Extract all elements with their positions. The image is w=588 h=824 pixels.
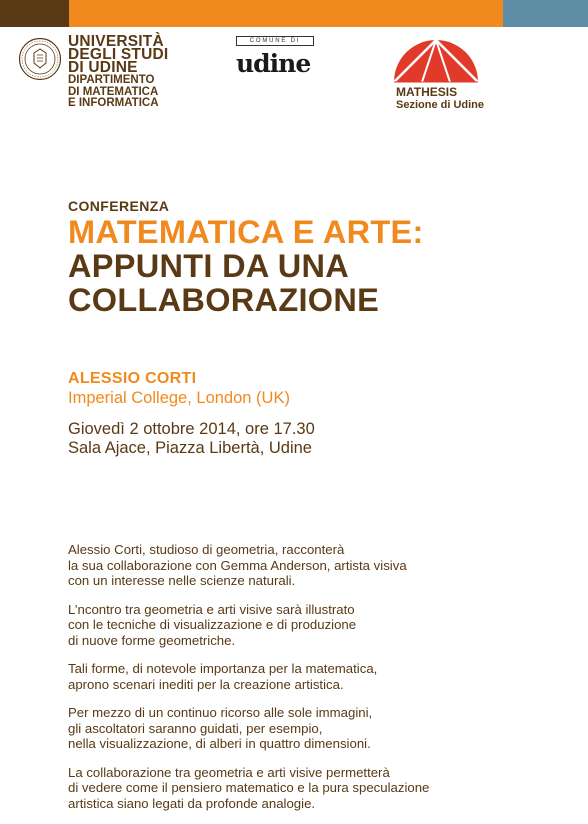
event-location: Sala Ajace, Piazza Libertà, Udine [68, 439, 312, 457]
comune-logo [236, 36, 336, 84]
event-date-time: Giovedì 2 ottobre 2014, ore 17.30 [68, 420, 315, 438]
paragraph-line: con un interesse nelle scienze naturali. [68, 573, 296, 588]
paragraph [68, 542, 508, 589]
speaker-affiliation: Imperial College, London (UK) [68, 389, 290, 407]
paragraph-line: La collaborazione tra geometria e arti visive permetterà [68, 764, 390, 780]
paragraph [68, 602, 508, 649]
paragraph [68, 705, 508, 752]
paragraph-line: L’ncontro tra geometria e arti visive sarà illustrato [68, 601, 355, 617]
event-description [68, 542, 508, 824]
paragraph-line: di vedere come il pensiero matematico e la pura speculazione [68, 780, 430, 795]
paragraph-line: aprono scenari inediti per la creazione artistica. [68, 676, 344, 692]
university-name-line: DEGLI STUDI [68, 46, 169, 63]
event-details [68, 420, 315, 458]
speaker-name: ALESSIO CORTI [68, 370, 197, 387]
title-line-2: APPUNTI DA UNA [68, 248, 350, 284]
title-line-3: COLLABORAZIONE [68, 282, 380, 318]
event-kicker: CONFERENZA [68, 198, 170, 214]
department-line: E INFORMATICA [68, 97, 159, 109]
title-line-1: MATEMATICA E ARTE: [68, 214, 424, 250]
comune-label: COMUNE DI [236, 36, 314, 46]
paragraph-line: Alessio Corti, studioso di geometria, racconterà [68, 542, 345, 557]
paragraph-line: di nuove forme geometriche. [68, 632, 236, 648]
paragraph [68, 661, 508, 692]
top-bar-orange [69, 0, 503, 27]
university-name-line: UNIVERSITÀ [68, 33, 164, 50]
paragraph-line: la sua collaborazione con Gemma Anderson, artista visiva [68, 557, 407, 573]
mathesis-name: MATHESIS [396, 85, 458, 99]
mathesis-label-block [396, 86, 484, 112]
university-name-block [68, 35, 168, 110]
mathesis-logo-icon [392, 38, 480, 84]
paragraph-line: Tali forme, di notevole importanza per la matematica, [68, 661, 378, 676]
department-line: DI MATEMATICA [68, 85, 159, 98]
paragraph-line: nella visualizzazione, di alberi in quattro dimensioni. [68, 736, 371, 751]
top-bar-blue [503, 0, 588, 27]
mathesis-subtitle: Sezione di Udine [396, 99, 485, 111]
university-seal-icon [18, 37, 62, 81]
paragraph-line: con le tecniche di visualizzazione e di produzione [68, 617, 357, 632]
paragraph [68, 765, 508, 812]
paragraph-line: gli ascoltatori saranno guidati, per esempio, [68, 720, 323, 736]
paragraph-line: Per mezzo di un continuo ricorso alle sole immagini, [68, 705, 373, 720]
event-title [68, 215, 424, 317]
university-name-line: DI UDINE [68, 59, 138, 76]
top-bar-brown [0, 0, 69, 27]
paragraph-line: artistica siano legati da profonde analogie. [68, 795, 316, 811]
comune-wordmark: udine [236, 49, 311, 78]
department-line: DIPARTIMENTO [68, 74, 155, 86]
